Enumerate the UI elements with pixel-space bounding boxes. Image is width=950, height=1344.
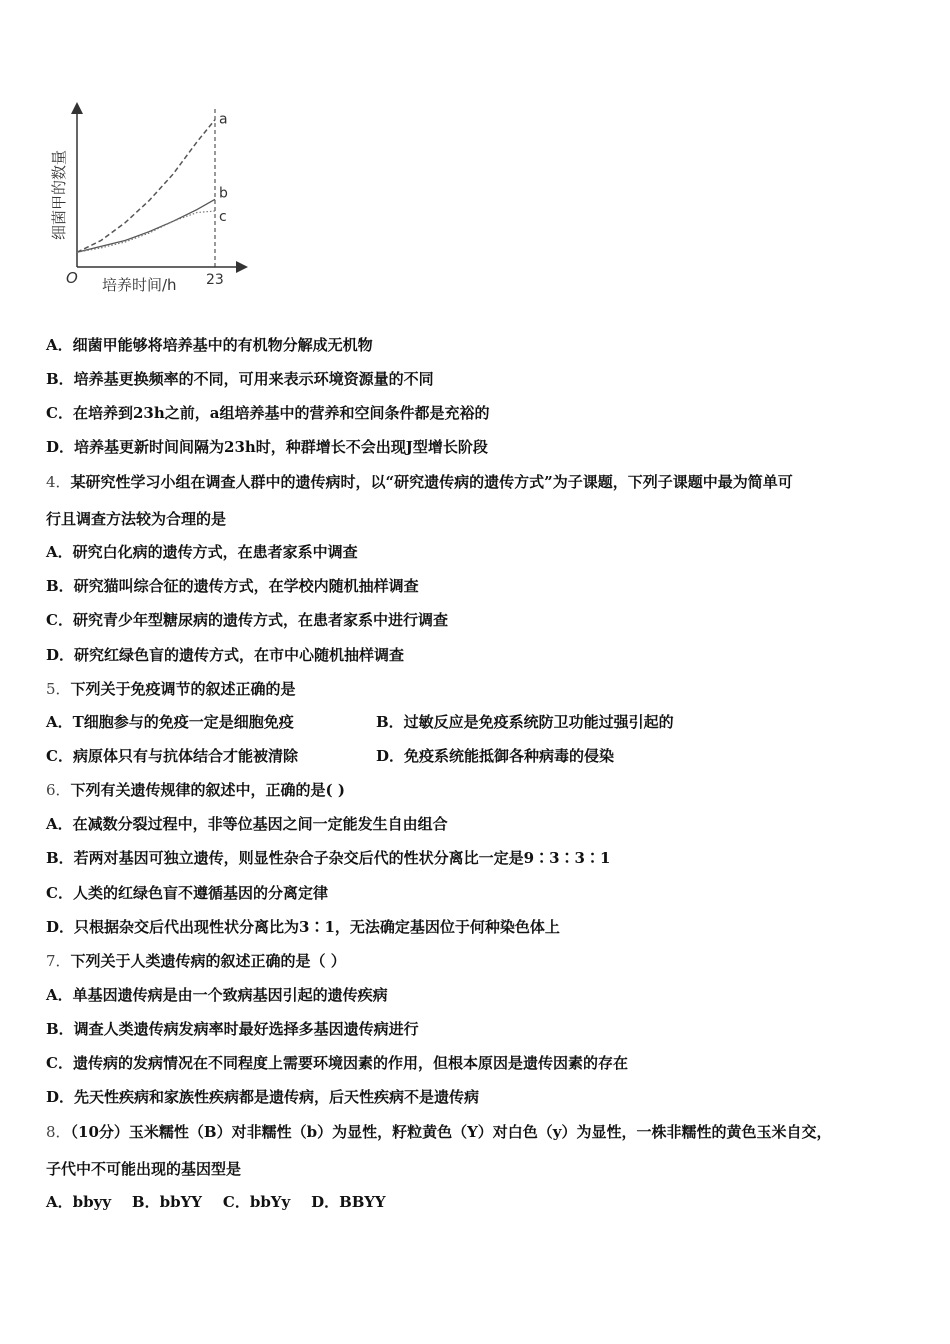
series-b-label: b [219,185,228,202]
q6-option-c: C．人类的红绿色盲不遵循基因的分离定律 [46,884,328,902]
q8-stem-line1: 8．（10分）玉米糯性（B）对非糯性（b）为显性，籽粒黄色（Y）对白色（y）为显性，一株非糯性的黄色玉米自交， [46,1123,832,1141]
q8-stem-line2: 子代中不可能出现的基因型是 [46,1160,242,1178]
q4-option-c: C．研究青少年型糖尿病的遗传方式，在患者家系中进行调查 [46,611,448,629]
origin-label: O [66,269,78,287]
q6-option-a: A．在减数分裂过程中，非等位基因之间一定能发生自由组合 [46,815,448,833]
q6-option-d: D．只根据杂交后代出现性状分离比为3∶1，无法确定基因位于何种染色体上 [46,918,560,936]
q4-stem-line1: 4．某研究性学习小组在调查人群中的遗传病时，以“研究遗传病的遗传方式”为子课题，下列子课题中最为简单可 [46,473,793,491]
q5-options-row2 [46,746,615,766]
q3-option-b: B．培养基更换频率的不同，可用来表示环境资源量的不同 [46,370,434,388]
q7-option-c: C．遗传病的发病情况在不同程度上需要环境因素的作用，但根本原因是遗传因素的存在 [46,1054,628,1072]
q4-option-b: B．研究猫叫综合征的遗传方式，在学校内随机抽样调查 [46,577,419,595]
q7-stem: 7．下列关于人类遗传病的叙述正确的是（ ） [46,952,346,970]
q3-option-a: A．细菌甲能够将培养基中的有机物分解成无机物 [46,336,373,354]
q7-option-b: B．调查人类遗传病发病率时最好选择多基因遗传病进行 [46,1020,419,1038]
y-axis-label: 细菌甲的数量 [50,149,68,240]
q5-option-b: B．过敏反应是免疫系统防卫功能过强引起的 [376,713,674,731]
bacteria-growth-chart [40,95,260,305]
q5-option-c: C．病原体只有与抗体结合才能被清除 [46,747,298,765]
series-c-label: c [219,209,227,225]
q5-stem: 5．下列关于免疫调节的叙述正确的是 [46,680,296,698]
q7-option-d: D．先天性疾病和家族性疾病都是遗传病，后天性疾病不是遗传病 [46,1088,480,1106]
q4-option-d: D．研究红绿色盲的遗传方式，在市中心随机抽样调查 [46,646,405,664]
q4-stem-line2: 行且调查方法较为合理的是 [46,510,227,528]
x-axis-label: 培养时间/h [102,276,177,294]
q6-option-b: B．若两对基因可独立遗传，则显性杂合子杂交后代的性状分离比一定是9∶3∶3∶1 [46,849,611,867]
q6-stem: 6．下列有关遗传规律的叙述中，正确的是( ) [46,781,345,799]
x-tick-label: 23 [206,272,224,288]
q7-option-a: A．单基因遗传病是由一个致病基因引起的遗传疾病 [46,986,388,1004]
series-b-curve [77,199,215,252]
q8-options: A．bbyy B．bbYY C．bbYy D．BBYY [46,1193,386,1211]
series-c-curve [77,211,215,252]
q5-options-row1 [46,712,674,732]
series-a-label: a [219,111,228,128]
q3-option-d: D．培养基更新时间间隔为23h时，种群增长不会出现J型增长阶段 [46,438,488,456]
q4-option-a: A．研究白化病的遗传方式，在患者家系中调查 [46,543,358,561]
q5-option-a: A．T细胞参与的免疫一定是细胞免疫 [46,713,294,731]
q5-option-d: D．免疫系统能抵御各种病毒的侵染 [376,747,615,765]
q3-option-c: C．在培养到23h之前，a组培养基中的营养和空间条件都是充裕的 [46,404,490,422]
